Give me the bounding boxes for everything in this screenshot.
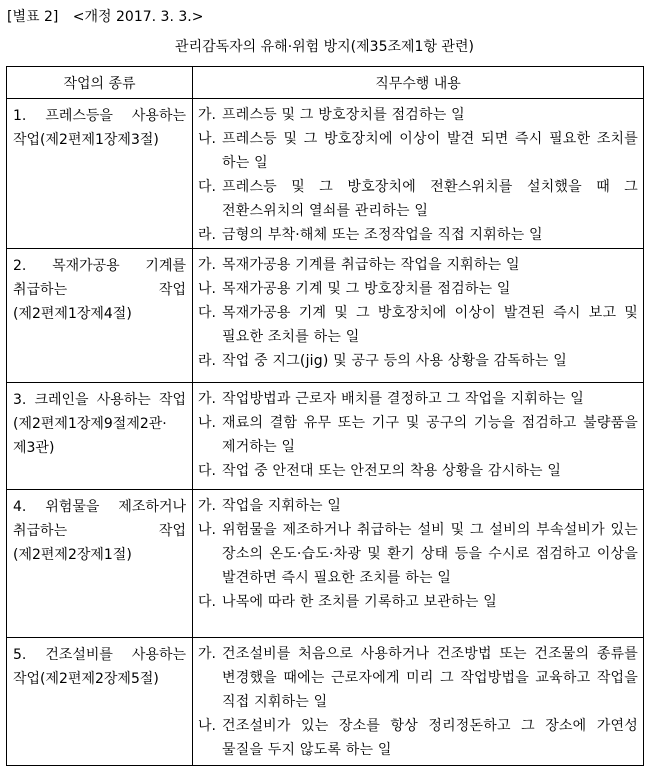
duty-marker: 나. — [198, 281, 216, 297]
duty-text: 목재가공용 기계를 취급하는 작업을 지휘하는 일 — [222, 257, 520, 273]
duty-text: 프레스등 및 그 방호장치에 이상이 발견 되면 즉시 필요한 조치를 하는 일 — [222, 131, 638, 171]
document-title: 관리감독자의 유해·위험 방지(제35조제1항 관련) — [175, 39, 474, 55]
category-cell — [7, 249, 193, 383]
duty-text: 작업방법과 근로자 배치를 결정하고 그 작업을 지휘하는 일 — [222, 391, 584, 407]
duty-marker: 라. — [198, 227, 216, 243]
duty-item — [194, 349, 642, 373]
column-header-duties: 직무수행 내용 — [193, 67, 644, 99]
duty-marker: 다. — [198, 179, 216, 195]
duty-text: 목재가공용 기계 및 그 방호장치에 이상이 발견된 즉시 보고 및 필요한 조치를 하는 일 — [222, 305, 638, 345]
duty-marker: 가. — [198, 257, 216, 273]
duty-text: 프레스등 및 그 방호장치를 점검하는 일 — [222, 107, 465, 123]
duty-item — [194, 494, 642, 518]
duties-cell — [193, 99, 644, 249]
duty-item — [194, 642, 642, 714]
table-row — [7, 99, 644, 249]
duty-item — [194, 127, 642, 175]
table-row — [7, 490, 644, 638]
duty-text: 작업을 지휘하는 일 — [222, 498, 342, 514]
appendix-tag: [별표 2] — [7, 9, 59, 25]
table-row — [7, 638, 644, 766]
duty-marker: 나. — [198, 718, 216, 734]
duty-item — [194, 223, 642, 247]
category-cell — [7, 99, 193, 249]
duty-text: 재료의 결함 유무 또는 기구 및 공구의 기능을 점검하고 불량품을 제거하는 일 — [222, 415, 638, 455]
duty-marker: 가. — [198, 646, 216, 662]
category-text: 2. 목재가공용 기계를 취급하는 작업(제2편제1장제4절) — [13, 258, 186, 322]
category-cell — [7, 490, 193, 638]
duty-text: 건조설비를 처음으로 사용하거나 건조방법 또는 건조물의 종류를 변경했을 때에는 근로자에게 미리 그 작업방법을 교육하고 작업을 직접 지휘하는 일 — [222, 646, 638, 710]
revision-note: <개정 2017. 3. 3.> — [72, 9, 204, 25]
duty-marker: 가. — [198, 391, 216, 407]
duty-text: 프레스등 및 그 방호장치에 전환스위치를 설치했을 때 그 전환스위치의 열쇠를 관리하는 일 — [222, 179, 638, 219]
category-text: 4. 위험물을 제조하거나 취급하는 작업(제2편제2장제1절) — [13, 499, 186, 563]
duty-item — [194, 590, 642, 614]
appendix-header — [7, 6, 213, 26]
duty-text: 목재가공용 기계 및 그 방호장치를 점검하는 일 — [222, 281, 511, 297]
duty-item — [194, 387, 642, 411]
duty-marker: 다. — [198, 463, 216, 479]
duty-item — [194, 411, 642, 459]
duty-item — [194, 253, 642, 277]
duty-item — [194, 175, 642, 223]
duty-text: 위험물을 제조하거나 취급하는 설비 및 그 설비의 부속설비가 있는 장소의 온도·습도·차광 및 환기 상태 등을 수시로 점검하고 이상을 발견하면 즉시 필요한 조치를 하는 일 — [222, 522, 638, 586]
duty-item — [194, 459, 642, 483]
category-cell — [7, 638, 193, 766]
duties-cell — [193, 383, 644, 490]
duty-text: 작업 중 지그(jig) 및 공구 등의 사용 상황을 감독하는 일 — [222, 353, 567, 369]
duties-cell — [193, 638, 644, 766]
duty-marker: 나. — [198, 131, 216, 147]
category-text: 5. 건조설비를 사용하는 작업(제2편제2장제5절) — [13, 647, 186, 687]
category-text: 3. 크레인을 사용하는 작업(제2편제1장제9절제2관·제3관) — [13, 392, 186, 456]
supervisor-duties-table — [6, 66, 644, 766]
duty-item — [194, 277, 642, 301]
table-row — [7, 249, 644, 383]
duties-cell — [193, 490, 644, 638]
duty-item — [194, 714, 642, 762]
duty-marker: 나. — [198, 522, 216, 538]
duty-marker: 다. — [198, 305, 216, 321]
duties-cell — [193, 249, 644, 383]
duty-item — [194, 301, 642, 349]
duty-marker: 다. — [198, 594, 216, 610]
category-cell — [7, 383, 193, 490]
duty-item — [194, 103, 642, 127]
duty-item — [194, 518, 642, 590]
duty-text: 건조설비가 있는 장소를 항상 정리정돈하고 그 장소에 가연성 물질을 두지 않도록 하는 일 — [222, 718, 638, 758]
column-header-work-type: 작업의 종류 — [7, 67, 193, 99]
duty-text: 금형의 부착·해체 또는 조정작업을 직접 지휘하는 일 — [222, 227, 543, 243]
duty-text: 작업 중 안전대 또는 안전모의 착용 상황을 감시하는 일 — [222, 463, 562, 479]
table-header-row — [7, 67, 644, 99]
duty-text: 나목에 따라 한 조치를 기록하고 보관하는 일 — [222, 594, 497, 610]
duty-marker: 나. — [198, 415, 216, 431]
duty-marker: 가. — [198, 107, 216, 123]
table-row — [7, 383, 644, 490]
duty-marker: 가. — [198, 498, 216, 514]
duty-marker: 라. — [198, 353, 216, 369]
category-text: 1. 프레스등을 사용하는 작업(제2편제1장제3절) — [13, 108, 186, 148]
